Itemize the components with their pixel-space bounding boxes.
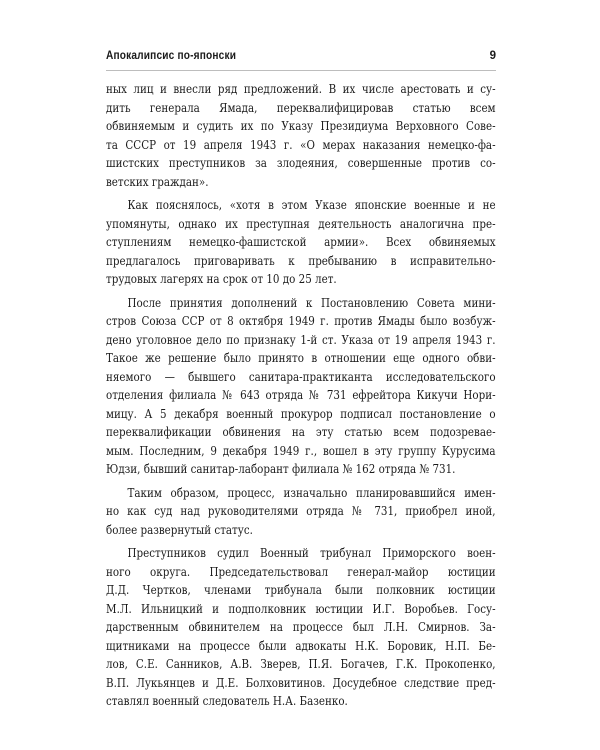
text-line: Преступников судил Военный трибунал Приморского воен- (127, 546, 496, 560)
text-line: стров Союза ССР от 8 октября 1949 г. против Ямады было возбуж- (106, 314, 496, 328)
text-line: переквалификации обвинения на эту статью всем подозревае- (106, 425, 496, 439)
paragraph (106, 294, 496, 479)
text-line: более развернутый статус. (106, 522, 253, 537)
text-line: трудовых лагерях на срок от 10 до 25 лет. (106, 272, 337, 286)
text-line: мым. Последним, 9 декабря 1949 г., вошел в эту группу Курусима (106, 443, 496, 458)
text-line: мицу. А 5 декабря военный прокурор подписал постановление о (106, 406, 496, 421)
text-line: ного округа. Председательствовал генерал-майор юстиции (106, 564, 496, 579)
text-line: Таким образом, процесс, изначально планировавшийся имен- (127, 485, 496, 500)
text-line: шистских преступников за злодеяния, совершенные против со- (106, 156, 496, 170)
page-number: 9 (489, 50, 496, 62)
text-line: Д.Д. Чертков, членами трибунала были полковник юстиции (106, 583, 496, 597)
paragraph (106, 196, 496, 289)
text-line: Юдзи, бывший санитар-лаборант филиала № 162 отряда № 731. (106, 462, 456, 476)
text-line: но как суд над руководителями отряда № 731, приобрел иной, (106, 504, 496, 518)
text-line: ных лиц и внесли ряд предложений. В их числе арестовать и су- (106, 82, 496, 96)
text-line: Как пояснялось, «хотя в этом Указе японские военные и не (127, 198, 496, 212)
text-line: упомянуты, однако их преступная деятельность аналогична пре- (106, 216, 496, 231)
text-line: предлагалось приговаривать к пребыванию в исправительно- (106, 253, 496, 268)
text-line: няемого — бывшего санитара-практиканта исследовательского (106, 369, 496, 384)
text-line: отделения филиала № 643 отряда № 731 ефрейтора Кикучи Нори- (106, 388, 496, 402)
paragraph (106, 484, 496, 540)
text-line: В.П. Лукьянцев и Д.Е. Болховитинов. Досудебное следствие пред- (106, 675, 496, 690)
running-head: Апокалипсис по-японски (106, 50, 237, 62)
text-line: дить генерала Ямада, переквалифицировав статью всем (106, 100, 496, 115)
text-line: обвиняемым и судить их по Указу Президиума Верховного Сове- (106, 119, 496, 133)
text-line: М.Л. Ильницкий и подполковник юстиции И.Г. Воробьев. Госу- (106, 601, 496, 616)
body-text (106, 80, 496, 716)
text-line: дарственным обвинителем на процессе был Л.Н. Смирнов. За- (106, 620, 496, 634)
text-line: ступлениям немецко-фашистской армии». Всех обвиняемых (106, 235, 496, 249)
header-divider (106, 70, 496, 71)
text-line: дено уголовное дело по признаку 1-й ст. Указа от 19 апреля 1943 г. (106, 332, 496, 347)
text-line: Такое же решение было принято в отношении еще одного обви- (106, 351, 496, 365)
paragraph (106, 544, 496, 711)
paragraph (106, 80, 496, 191)
text-line: щитниками на процессе были адвокаты Н.К. Боровик, Н.П. Бе- (106, 638, 496, 653)
text-line: После принятия дополнений к Постановлению Совета мини- (127, 295, 496, 310)
text-line: ветских граждан». (106, 174, 209, 189)
text-line: ставлял военный следователь Н.А. Базенко. (106, 694, 348, 708)
page-header (106, 50, 496, 64)
text-line: лов, С.Е. Санников, А.В. Зверев, П.Я. Богачев, Г.К. Прокопенко, (106, 657, 496, 671)
text-line: та СССР от 19 апреля 1943 г. «О мерах наказания немецко-фа- (106, 137, 496, 152)
